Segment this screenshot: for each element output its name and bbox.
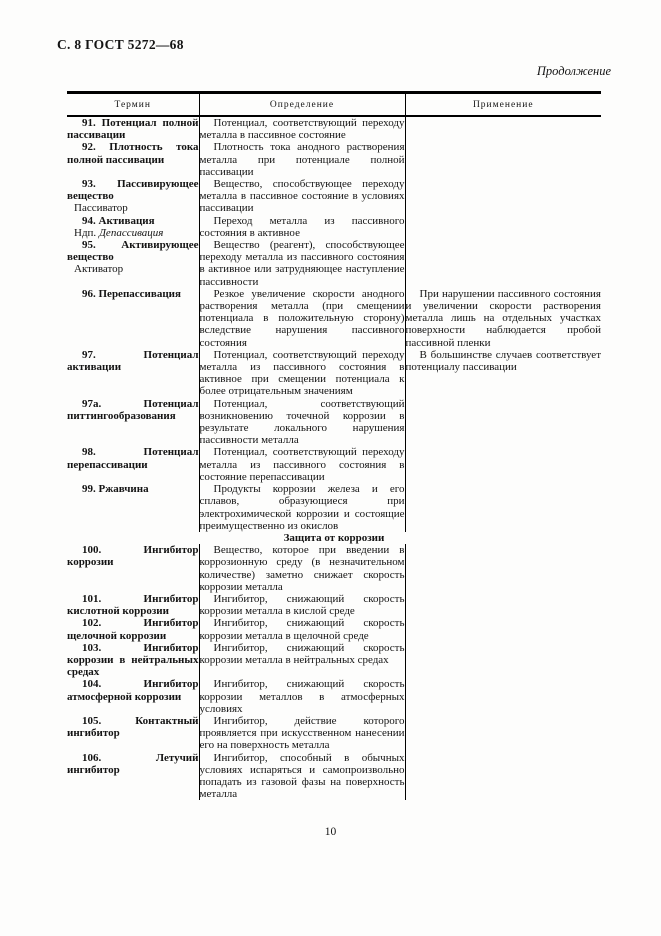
application-cell [405,678,601,715]
application-cell [405,593,601,617]
table-row [67,239,601,288]
section-title: Защита от коррозии [283,531,385,544]
application-cell [405,141,601,178]
definition-cell [199,752,405,801]
table-row [67,178,601,215]
application-cell [405,398,601,447]
application-cell [405,642,601,679]
definition-cell [199,349,405,398]
definition-text: Переход металла из пассивного состояния в активное [199,214,405,239]
term-cell [67,239,199,288]
application-cell [405,215,601,239]
definition-text: Ингибитор, действие которого проявляется при искусственном нанесении его на поверхность металла [199,714,405,752]
term-cell [67,617,199,641]
definition-text: Потенциал, соответствующий переходу металла из пассивного состояния в активное при смещении потенциала к более отрицательным значениям [199,348,405,398]
term-text: 93. Пассивирующее вещество [67,178,199,203]
section-row [67,532,601,544]
application-cell [405,288,601,349]
definition-cell [199,483,405,532]
definition-cell [199,239,405,288]
table-row [67,752,601,801]
table-row [67,215,601,239]
table-row [67,483,601,532]
term-text: 91. Потенциал полной пассивации [67,117,199,142]
table-row [67,617,601,641]
term-text: 99. Ржавчина [82,483,149,496]
table-row [67,398,601,447]
definition-cell [199,678,405,715]
table-row [67,544,601,593]
term-cell [67,593,199,617]
definition-cell [199,288,405,349]
definition-cell [199,544,405,593]
term-text: 104. Ингибитор атмосферной коррозии [67,678,199,703]
table-row [67,593,601,617]
definition-cell [199,398,405,447]
term-cell [67,215,199,239]
table-row [67,678,601,715]
term-synonym: Активатор [74,263,124,276]
terms-table [67,91,601,800]
definition-text: Ингибитор, снижающий скорость коррозии металла в нейтральных средах [199,641,405,666]
term-cell [67,715,199,752]
term-text: 106. Летучий ингибитор [67,751,199,776]
term-cell [67,446,199,483]
application-text: При нарушении пассивного состояния и увеличении скорости растворения металла лишь на отдельных участках поверхности наблюдается пробой пассивной пленки [405,287,601,349]
definition-text: Плотность тока анодного растворения металла при потенциале полной пассивации [199,141,405,178]
definition-cell [199,715,405,752]
definition-text: Вещество, которое при введении в коррозионную среду (в незначительном количестве) заметно снижает скорость коррозии металла [199,544,405,593]
table-row [67,349,601,398]
term-cell [67,398,199,447]
term-cell [67,642,199,679]
term-text: 101. Ингибитор кислотной коррозии [67,592,199,618]
term-text: 100. Ингибитор коррозии [67,544,199,569]
application-cell [405,349,601,398]
term-cell [67,178,199,215]
term-synonym: Пассиватор [74,202,128,215]
definition-text: Потенциал, соответствующий переходу металла в пассивное состояние [199,117,405,142]
table-row [67,141,601,178]
definition-text: Ингибитор, способный в обычных условиях испаряться и самопроизвольно попадать из газовой фазы на поверхность металла [199,751,405,801]
table-row [67,446,601,483]
definition-cell [199,116,405,141]
page-header: С. 8 ГОСТ 5272—68 [57,37,184,52]
table-row [67,116,601,141]
definition-cell [199,215,405,239]
term-inadmissible [67,227,199,239]
term-text: 105. Контактный ингибитор [67,714,199,740]
term-text: 96. Перепассивация [82,287,181,300]
table-header [67,93,601,117]
definition-cell [199,178,405,215]
term-cell [67,483,199,532]
definition-text: Вещество (реагент), способствующее переходу металла из пассивного состояния в активное или затрудняющее наступление пассивности [199,239,405,288]
definition-text: Вещество, способствующее переходу металла в пассивное состояние в условиях пассивации [199,178,405,215]
definition-text: Продукты коррозии железа и его сплавов, образующиеся при электрохимической коррозии и состоящие преимущественно из окислов [199,483,405,532]
term-text: 103. Ингибитор коррозии в нейтральных средах [67,641,199,679]
term-cell [67,752,199,801]
term-text: 95. Активирующее вещество [67,239,199,264]
term-text: 97а. Потенциал питтингообразования [67,397,199,422]
table-row [67,715,601,752]
definition-text: Потенциал, соответствующий возникновению точечной коррозии в результате локального нарушения пассивности металла [199,397,405,447]
header-row [67,93,601,117]
term-text: 102. Ингибитор щелочной коррозии [67,617,199,642]
application-cell [405,116,601,141]
term-cell [67,678,199,715]
term-cell [67,141,199,178]
definition-cell [199,593,405,617]
definition-text: Ингибитор, снижающий скорость коррозии металла в кислой среде [199,592,405,618]
application-cell [405,178,601,215]
definition-text: Резкое увеличение скорости анодного растворения металла (при смещении потенциала в положительную сторону) вследствие нарушения пассивного состояния [199,287,405,349]
term-text: 94. Активация [82,214,155,227]
term-text: 97. Потенциал активации [67,348,199,374]
definition-text: Потенциал, соответствующий переходу металла из пассивного состояния в состояние перепассивации [199,446,405,483]
term-text: 98. Потенциал перепассивации [67,446,199,471]
definition-text: Ингибитор, снижающий скорость коррозии металлов в атмосферных условиях [199,678,405,715]
definition-cell [199,617,405,641]
definition-cell [199,141,405,178]
application-cell [405,715,601,752]
table-body [67,116,601,800]
term-cell [67,288,199,349]
term-text: 92. Плотность тока полной пассивации [67,141,199,166]
term-cell [67,349,199,398]
column-header-definition: Определение [199,93,405,117]
application-cell [405,239,601,288]
definition-cell [199,642,405,679]
continuation-label: Продолжение [536,64,611,78]
application-text: В большинстве случаев соответствует потенциалу пассивации [405,348,601,374]
definition-text: Ингибитор, снижающий скорость коррозии металла в щелочной среде [199,617,405,642]
table-row [67,642,601,679]
application-cell [405,446,601,483]
definition-cell [199,446,405,483]
application-cell [405,544,601,593]
column-header-term: Термин [67,93,199,117]
column-header-application: Применение [405,93,601,117]
ndp-term: Депассивация [98,226,164,239]
page-number: 10 [324,826,337,838]
ndp-label: Ндп. [74,226,97,239]
application-cell [405,617,601,641]
application-cell [405,483,601,532]
table-row [67,288,601,349]
term-cell [67,544,199,593]
application-cell [405,752,601,801]
term-cell [67,116,199,141]
